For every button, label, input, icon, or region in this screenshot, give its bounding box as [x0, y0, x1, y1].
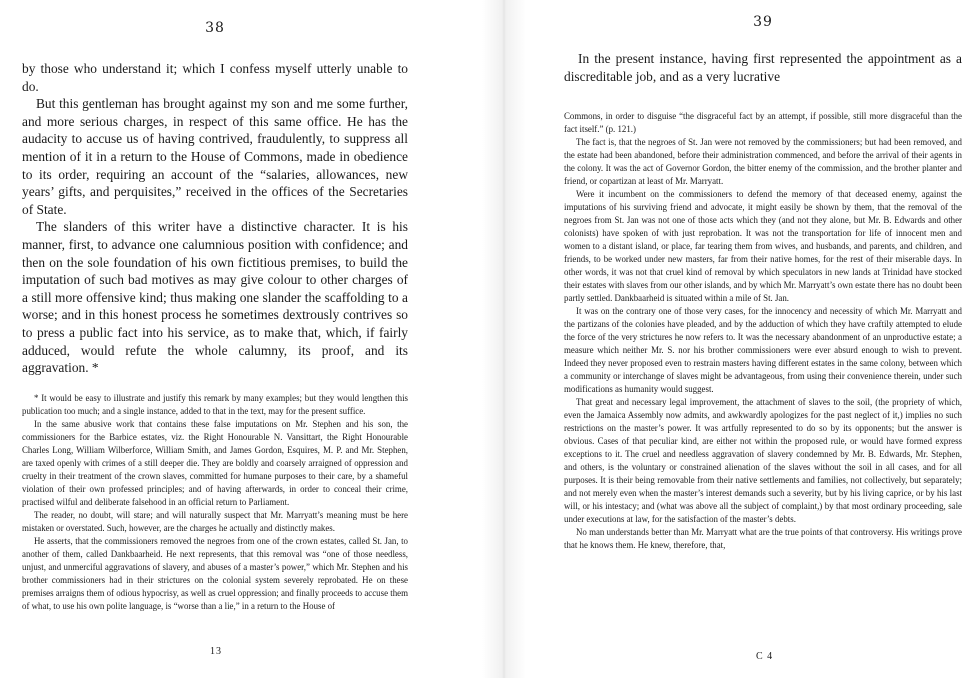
page-number: 38	[205, 20, 225, 36]
left-page	[0, 0, 468, 678]
footnote-paragraph: Commons, in order to disguise “the disgraceful fact by an attempt, if possible, still more disgraceful than the fact itself.” (p. 121.)	[564, 111, 962, 135]
paragraph: In the present instance, having first represented the appointment as a discreditable job, and as a very lucrative	[564, 51, 962, 84]
paragraph: But this gentleman has brought against my son and me some further, and more serious charges, in respect of this same office. He has the audacity to accuse us of having contrived, fraudulently, to suppress all mention of it in a return to the House of Commons, made in obedience to its order, requiring an account of the “salaries, allowances, new years’ gifts, and perquisites,” received in the offices of the Secretaries of State.	[22, 96, 408, 217]
footnote-block	[22, 392, 408, 613]
footnote-block	[564, 110, 962, 552]
footnote-paragraph: That great and necessary legal improvement, the attachment of slaves to the soil, (the propriety of which, even the Jamaica Assembly now admits, and awkwardly apologizes for the past neglect of it,) implies no such restrictions on the master’s power. It was artfully represented to do so by its opponents; but the answer is obvious. Cases of that peculiar kind, are either not within the proposed rule, or would have formed express exceptions to it. The cruel and needless aggravation of slavery condemned by Mr. B. Edwards, Mr. Stephen, and others, is the voluntary or constrained alienation of the slaves without the soil in all cases, and for all purposes. It is their being removable from their native settlements and families, not collectively, but separately; and not merely even when the master’s interest demands such a severity, but by his living caprice, or by his last will, or his intestacy; and (what was above all the subject of complaint,) by that most ordinary proceeding, sale under executions at law, for the satisfaction of the master’s debts.	[564, 397, 962, 525]
footnote-paragraph: * It would be easy to illustrate and justify this remark by many examples; but they would lengthen this publication too much; and a single instance, added to that in the text, may for the present suffice.	[22, 392, 408, 416]
footnote-paragraph: In the same abusive work that contains these false imputations on Mr. Stephen and his son, the commissioners for the Barbice estates, viz. the Right Honourable N. Vansittart, the Right Honourable Charles Long, William Wilberforce, William Smith, and James Gordon, Esquires, M. P. and Mr. Stephen, are taxed openly with crimes of a still deeper die. They are boldly and coarsely arraigned of oppression and cruelty in their treatment of the crown slaves, committed for humane purposes to their care, by a shameful violation of their own professed principles; and of having afterwards, in order to conceal their crime, practised wilful and deliberate falsehood in an official return to Parliament.	[22, 418, 408, 507]
signature-mark: C 4	[756, 651, 774, 662]
footnote-paragraph: No man understands better than Mr. Marryatt what are the true points of that controversy. His writings prove that he knows them. He knew, therefore, that,	[564, 527, 962, 551]
footnote-paragraph: The fact is, that the negroes of St. Jan were not removed by the commissioners; but had been removed, and the estate had been abandoned, before their administration commenced, and before the arrival of their agents in the colony. It was the act of Governor Gordon, the bitter enemy of the commission, and the brother planter and friend, or copartizan at least of Mr. Marryatt.	[564, 137, 962, 187]
right-page	[540, 0, 980, 678]
main-text	[564, 50, 962, 85]
footnote-paragraph: It was on the contrary one of those very cases, for the innocency and necessity of which Mr. Marryatt and the partizans of the colonies have pleaded, and by the adduction of which they have craftily attempted to elude the force of the very strictures he now refers to. It was the necessary abandonment of an unproductive estate; a measure which neither Mr. S. nor his brother commissioners were ever absurd enough to wish to prevent. Indeed they never proposed even to restrain masters having different estates in the same colony, between which a community or interchange of slaves might be advantageous, from using their convenience therein, under such modifications as humanity would suggest.	[564, 306, 962, 395]
book-gutter	[482, 0, 526, 678]
signature-mark: 13	[210, 646, 222, 657]
paragraph: by those who understand it; which I confess myself utterly unable to do.	[22, 61, 408, 94]
footnote-paragraph: Were it incumbent on the commissioners to defend the memory of that deceased enemy, against the imputations of his surviving friend and advocate, it might easily be shown by them, that the removal of the negroes from St. Jan was not one of those acts which they (and not they alone, but Mr. B. Edwards and other colonists) have spoken of with just reprobation. It was not the transportation for life of innocent men and women to a distant island, or place, far tearing them from wives, and husbands, and parents, and children, and friends, to be worked under new masters, far from their native homes, for the rest of their miserable days. In other words, it was not that cruel kind of removal by which speculators in new lands at Trinidad have stocked their estates with slaves from our other islands, and by which Mr. Marryatt’s own estate there has no doubt been partly settled. Dankbaarheid is situated within a mile of St. Jan.	[564, 189, 962, 304]
footnote-paragraph: The reader, no doubt, will stare; and will naturally suspect that Mr. Marryatt’s meaning must be here mistaken or overstated. Such, however, are the charges he actually and distinctly makes.	[22, 509, 408, 533]
footnote-paragraph: He asserts, that the commissioners removed the negroes from one of the crown estates, called St. Jan, to another of them, called Dankbaarheid. He next represents, that this removal was “one of those needless, unjust, and unmerciful aggravations of slavery, and abuses of a master’s power,” which Mr. Stephen and his brother commissioners had in their strictures on the colonial system severely reprobated. He on these premises arraigns them of odious hypocrisy, as well as cruel oppression; and finally proceeds to accuse them of what, to use his own polite language, is “worse than a lie,” in a return to the House of	[22, 535, 408, 611]
main-text	[22, 60, 408, 377]
page-number: 39	[753, 14, 773, 30]
paragraph: The slanders of this writer have a distinctive character. It is his manner, first, to advance one calumnious position with confidence; and then on the sole foundation of his own fictitious premises, to build the imputation of such bad motives as may give colour to other charges of a still more offensive kind; thus making one slander the scaffolding to a worse; and in this honest process he sometimes dextrously contrives so to press a public fact into his service, as to make that, which, if fairly adduced, would refute the whole calumny, its proof, and its aggravation. *	[22, 219, 408, 376]
